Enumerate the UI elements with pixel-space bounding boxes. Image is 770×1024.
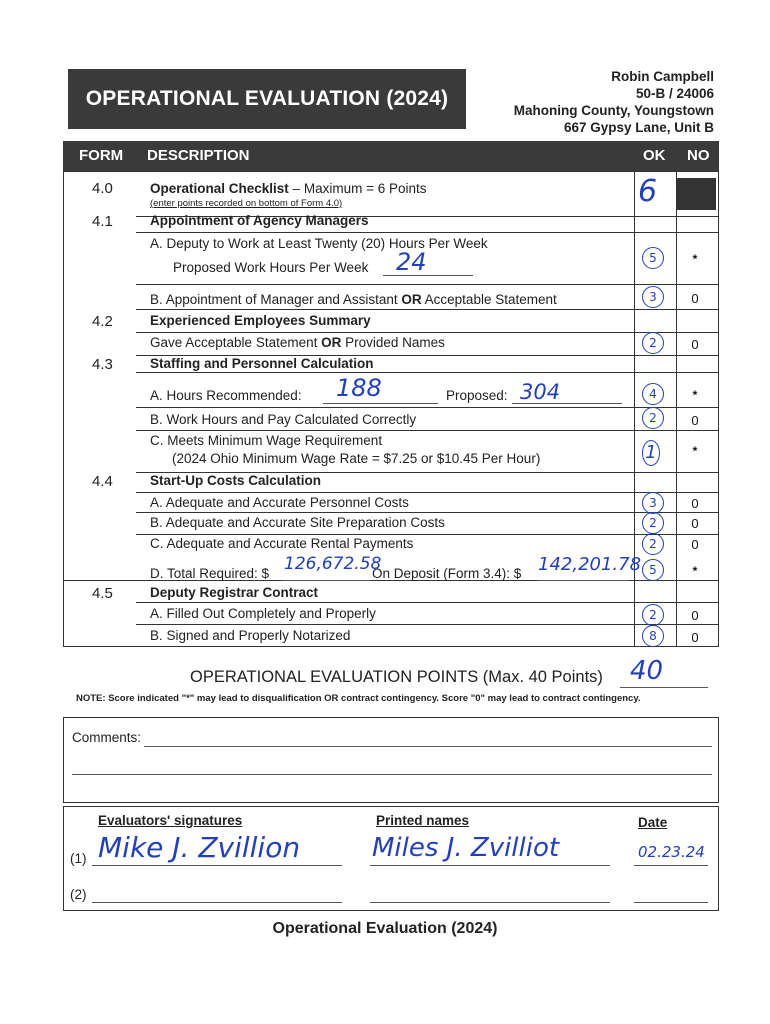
date-line-2[interactable]	[634, 902, 708, 903]
row-line	[136, 372, 718, 373]
row-line	[136, 407, 718, 408]
row-4-1-title: Appointment of Agency Managers	[150, 213, 369, 228]
section-number: 4.3	[92, 356, 113, 373]
signature-box	[63, 806, 719, 911]
applicant-id: 50-B / 24006	[635, 86, 714, 101]
row-4-2-or: OR	[321, 335, 342, 350]
printed-names-heading: Printed names	[376, 813, 470, 828]
applicant-info	[514, 68, 714, 136]
row-4-0-label	[150, 181, 427, 196]
row-4-3-a-label: A. Hours Recommended:	[150, 388, 302, 403]
row-4-0-title: Operational Checklist	[150, 181, 289, 196]
hours-rec-underline	[323, 403, 438, 404]
row-4-4-c: C. Adequate and Accurate Rental Payments	[150, 536, 414, 551]
row-4-3-a-proposed-label: Proposed:	[446, 388, 508, 403]
section-number: 4.0	[92, 180, 113, 197]
applicant-name: Robin Campbell	[611, 69, 714, 84]
row-line	[136, 232, 634, 233]
row-line	[136, 624, 718, 625]
signature-line-1[interactable]	[92, 865, 342, 866]
page-footer: Operational Evaluation (2024)	[272, 920, 498, 937]
row-4-3-c: C. Meets Minimum Wage Requirement	[150, 433, 383, 448]
date-heading: Date	[638, 815, 668, 830]
row-4-5-b: B. Signed and Properly Notarized	[150, 628, 351, 643]
row-4-4-title: Start-Up Costs Calculation	[150, 473, 322, 488]
printed-name-1: Miles J. Zvilliot	[372, 833, 560, 863]
hours-proposed-value: 304	[520, 380, 561, 404]
row-4-5-a: A. Filled Out Completely and Properly	[150, 606, 376, 621]
comments-label: Comments:	[72, 730, 142, 745]
row-line	[136, 492, 718, 493]
row-4-5-b-no: 0	[691, 630, 699, 645]
row-4-4-c-no: 0	[691, 537, 699, 552]
row-4-1-b-text: B. Appointment of Manager and Assistant	[150, 292, 402, 307]
row-4-1-b-or: OR	[401, 292, 422, 307]
row-4-2-no: 0	[691, 337, 699, 352]
row-4-2-text-end: Provided Names	[341, 335, 445, 350]
applicant-address: 667 Gypsy Lane, Unit B	[563, 120, 714, 135]
row-4-0-instructions: (enter points recorded on bottom of Form 4.0)	[150, 198, 343, 209]
col-form: FORM	[79, 147, 124, 164]
col-description: DESCRIPTION	[147, 147, 250, 164]
row-4-5-a-ok-circle: 2	[642, 604, 664, 626]
row-4-1-a: A. Deputy to Work at Least Twenty (20) Hours Per Week	[150, 236, 488, 251]
row-line	[136, 430, 718, 431]
form-title: OPERATIONAL EVALUATION (2024)	[68, 69, 466, 129]
row-4-3-c-no: *	[692, 444, 698, 458]
total-required-value: 126,672.58	[284, 554, 382, 574]
row-4-1-a-proposed-label: Proposed Work Hours Per Week	[173, 260, 369, 275]
row-4-4-c-ok-circle: 2	[642, 533, 664, 555]
total-points-underline	[620, 687, 708, 688]
row-line	[634, 232, 718, 233]
evaluator-signature-1: Mike J. Zvillion	[98, 831, 301, 864]
signature-row-1-label: (1)	[70, 851, 87, 866]
row-4-4-d-label: D. Total Required: $	[150, 566, 270, 581]
section-number: 4.2	[92, 313, 113, 330]
comments-line[interactable]	[72, 774, 712, 775]
date-1: 02.23.24	[638, 843, 705, 861]
row-4-2-title: Experienced Employees Summary	[150, 313, 371, 328]
row-4-0-max: – Maximum = 6 Points	[292, 181, 427, 196]
signature-line-2[interactable]	[92, 902, 342, 903]
row-line	[136, 284, 718, 285]
section-number: 4.1	[92, 213, 113, 230]
row-4-3-a-no: *	[692, 388, 698, 402]
row-4-3-b-ok-circle: 2	[642, 407, 664, 429]
row-4-2-ok-circle: 2	[642, 332, 664, 354]
date-line-1[interactable]	[634, 865, 708, 866]
scoring-note: NOTE: Score indicated "*" may lead to disqualification OR contract contingency. Score "0" may lead to contract contingency.	[76, 693, 641, 704]
row-4-2-text	[150, 335, 445, 350]
row-line	[136, 602, 718, 603]
table-header	[63, 141, 719, 171]
row-4-4-b: B. Adequate and Accurate Site Preparation Costs	[150, 515, 445, 530]
row-4-3-c-note: (2024 Ohio Minimum Wage Rate = $7.25 or $10.45 Per Hour)	[172, 451, 541, 466]
proposed-hours-value: 24	[396, 248, 427, 276]
row-4-3-b-no: 0	[691, 413, 699, 428]
row-4-1-b-text-end: Acceptable Statement	[421, 292, 557, 307]
comments-box	[63, 717, 719, 803]
row-4-2-text-start: Gave Acceptable Statement	[150, 335, 322, 350]
row-4-1-b	[150, 292, 557, 307]
row-line	[136, 332, 718, 333]
section-number: 4.5	[92, 585, 113, 602]
row-4-5-b-ok-circle: 8	[642, 625, 664, 647]
total-points-value: 40	[630, 656, 664, 686]
row-4-4-a: A. Adequate and Accurate Personnel Costs	[150, 495, 409, 510]
row-4-3-title: Staffing and Personnel Calculation	[150, 356, 374, 371]
comments-line[interactable]	[144, 746, 712, 747]
no-blocked-cell	[676, 178, 716, 210]
on-deposit-value: 142,201.78	[538, 554, 642, 575]
row-4-4-a-no: 0	[691, 496, 699, 511]
col-no: NO	[687, 147, 710, 164]
row-4-4-d-deposit-label: On Deposit (Form 3.4): $	[372, 566, 522, 581]
signature-row-2-label: (2)	[70, 887, 87, 902]
printed-name-line-1[interactable]	[370, 865, 610, 866]
row-4-1-b-ok-circle: 3	[642, 286, 664, 308]
row-4-5-title: Deputy Registrar Contract	[150, 585, 319, 600]
row-4-4-b-ok-circle: 2	[642, 512, 664, 534]
row-4-3-a-ok-circle: 4	[642, 383, 664, 405]
row-4-4-a-ok-circle: 3	[642, 492, 664, 514]
row-4-4-b-no: 0	[691, 516, 699, 531]
row-4-4-d-ok-circle: 5	[642, 559, 664, 581]
row-4-5-a-no: 0	[691, 608, 699, 623]
row-line	[136, 309, 718, 310]
row-line	[136, 534, 718, 535]
row-4-1-a-no: *	[692, 252, 698, 266]
deposit-underline	[538, 580, 628, 581]
row-4-3-b: B. Work Hours and Pay Calculated Correctly	[150, 412, 417, 427]
total-underline	[282, 580, 370, 581]
row-4-0-ok-score: 6	[638, 174, 658, 209]
applicant-county: Mahoning County, Youngstown	[513, 103, 714, 118]
total-points-label: OPERATIONAL EVALUATION POINTS (Max. 40 Points)	[190, 668, 603, 686]
section-number: 4.4	[92, 473, 113, 490]
row-4-4-d-no: *	[692, 564, 698, 578]
row-4-1-a-ok-circle: 5	[642, 247, 664, 269]
row-line	[136, 512, 718, 513]
row-4-1-b-no: 0	[691, 291, 699, 306]
col-ok: OK	[643, 147, 666, 164]
hours-recommended-value: 188	[336, 374, 382, 402]
row-4-3-c-ok-circle: 1	[642, 440, 660, 466]
evaluators-signatures-heading: Evaluators' signatures	[98, 813, 243, 828]
printed-name-line-2[interactable]	[370, 902, 610, 903]
